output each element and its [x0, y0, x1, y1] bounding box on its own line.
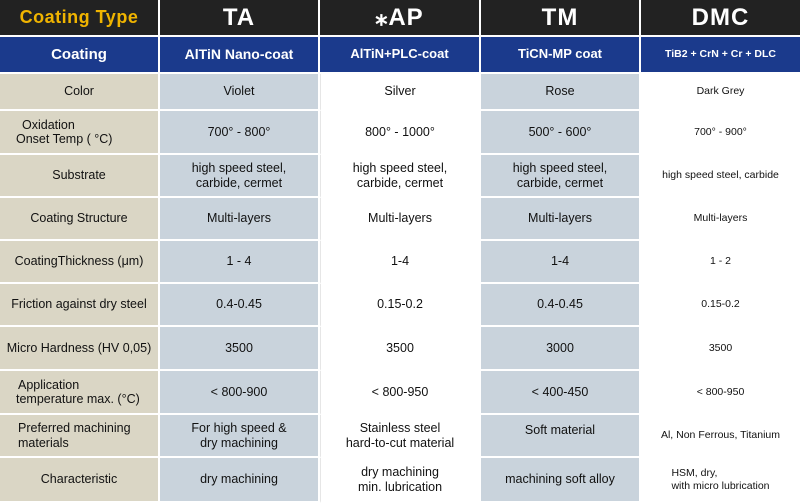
table-cell: 800° - 1000°	[320, 111, 481, 155]
table-cell: 3500	[320, 327, 481, 371]
header-row-coating	[0, 37, 800, 74]
table-row	[0, 371, 800, 415]
table-cell: Silver	[320, 74, 481, 111]
table-cell: < 800-950	[320, 371, 481, 415]
table-cell: HSM, dry, with micro lubrication	[641, 458, 800, 503]
row-label: Oxidation Onset Temp ( °C)	[0, 111, 160, 155]
table-cell: high speed steel, carbide	[641, 155, 800, 198]
table-cell: 0.4-0.45	[481, 284, 641, 327]
type-dmc-header: DMC	[641, 0, 800, 37]
table-cell: 1-4	[320, 241, 481, 284]
row-label: Coating Structure	[0, 198, 160, 241]
table-cell: Multi-layers	[320, 198, 481, 241]
row-label: Characteristic	[0, 458, 160, 503]
row-label: Color	[0, 74, 160, 111]
table-cell: < 400-450	[481, 371, 641, 415]
table-cell: Rose	[481, 74, 641, 111]
table-row	[0, 155, 800, 198]
table-cell: < 800-900	[160, 371, 320, 415]
table-cell: 1-4	[481, 241, 641, 284]
coating-ta: AlTiN Nano-coat	[160, 37, 320, 74]
table-cell: high speed steel, carbide, cermet	[481, 155, 641, 198]
table-cell: 700° - 900°	[641, 111, 800, 155]
row-label: CoatingThickness (μm)	[0, 241, 160, 284]
table-cell: 3500	[641, 327, 800, 371]
coating-tm: TiCN-MP coat	[481, 37, 641, 74]
table-row	[0, 327, 800, 371]
table-cell: Soft material	[481, 415, 641, 458]
table-cell: 0.15-0.2	[641, 284, 800, 327]
type-tm-header: TM	[481, 0, 641, 37]
table-row	[0, 74, 800, 111]
table-cell: machining soft alloy	[481, 458, 641, 503]
table-cell: Al, Non Ferrous, Titanium	[641, 415, 800, 458]
table-cell: Stainless steel hard-to-cut material	[320, 415, 481, 458]
table-cell: Violet	[160, 74, 320, 111]
table-cell: dry machining	[160, 458, 320, 503]
table-cell: 1 - 2	[641, 241, 800, 284]
table-cell: high speed steel, carbide, cermet	[320, 155, 481, 198]
table-row	[0, 241, 800, 284]
table-cell: Multi-layers	[641, 198, 800, 241]
table-cell: Dark Grey	[641, 74, 800, 111]
table-cell: 3500	[160, 327, 320, 371]
coating-row-label: Coating	[0, 37, 160, 74]
table-cell: 3000	[481, 327, 641, 371]
coating-ap: AlTiN+PLC-coat	[320, 37, 481, 74]
coating-dmc: TiB2 + CrN + Cr + DLC	[641, 37, 800, 74]
table-cell: For high speed & dry machining	[160, 415, 320, 458]
table-cell: 0.4-0.45	[160, 284, 320, 327]
table-cell: Multi-layers	[160, 198, 320, 241]
table-cell: 500° - 600°	[481, 111, 641, 155]
type-ta-header: TA	[160, 0, 320, 37]
row-label: Micro Hardness (HV 0,05)	[0, 327, 160, 371]
row-label: Friction against dry steel	[0, 284, 160, 327]
corner-label: Coating Type	[0, 0, 160, 37]
row-label: Substrate	[0, 155, 160, 198]
table-cell: 1 - 4	[160, 241, 320, 284]
table-cell: Multi-layers	[481, 198, 641, 241]
table-row	[0, 111, 800, 155]
table-cell: 700° - 800°	[160, 111, 320, 155]
row-label: Preferred machining materials	[0, 415, 160, 458]
row-label: Application temperature max. (°C)	[0, 371, 160, 415]
table-cell: dry machining min. lubrication	[320, 458, 481, 503]
table-row	[0, 284, 800, 327]
header-row-types	[0, 0, 800, 37]
table-row	[0, 415, 800, 458]
table-cell: < 800-950	[641, 371, 800, 415]
table-row	[0, 458, 800, 503]
type-ap-header: ⁎AP	[320, 0, 481, 37]
table-cell: high speed steel, carbide, cermet	[160, 155, 320, 198]
table-cell: 0.15-0.2	[320, 284, 481, 327]
table-row	[0, 198, 800, 241]
